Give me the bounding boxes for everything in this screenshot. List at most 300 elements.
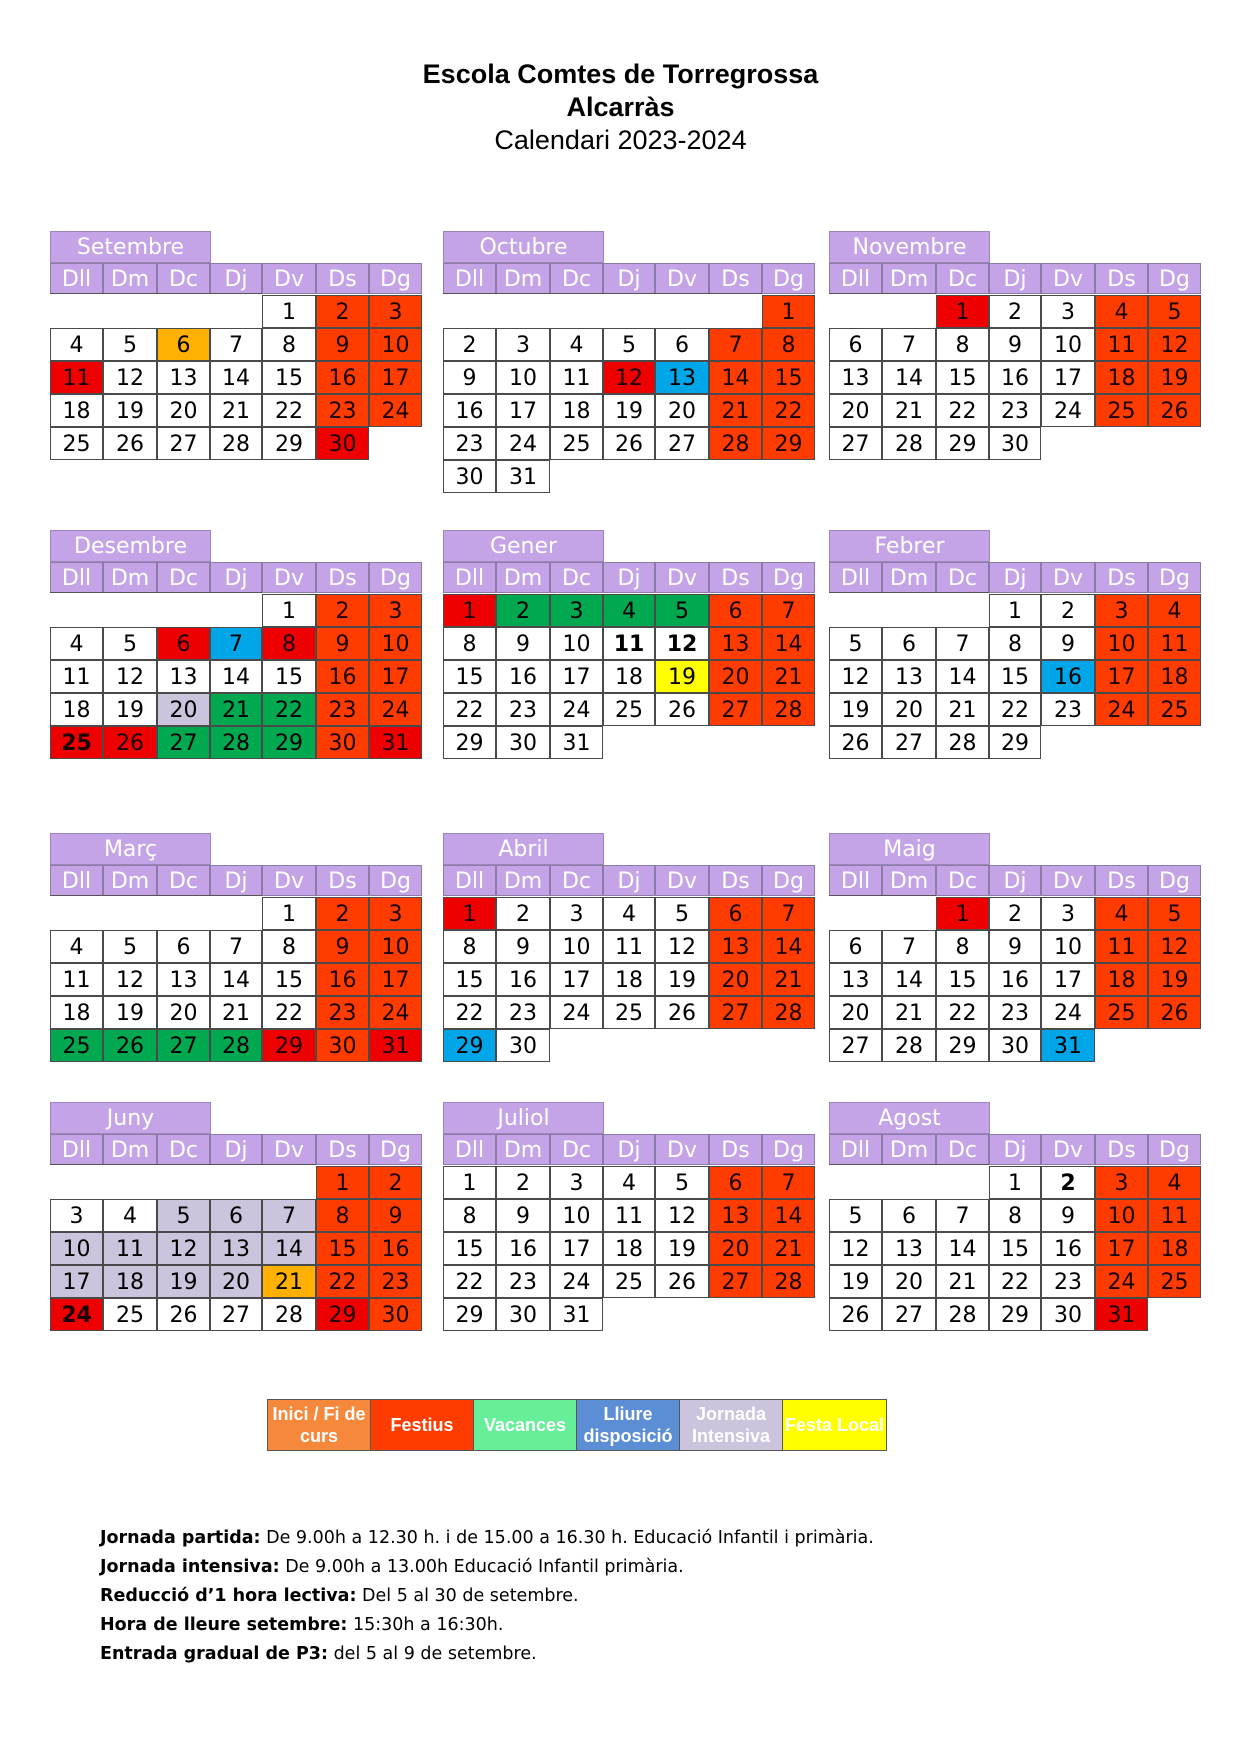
day-cell: 15 [262,963,316,996]
day-cell: 27 [210,1298,262,1331]
day-cell: 18 [50,996,103,1029]
day-cell: 19 [829,1265,882,1298]
day-cell: 10 [1095,627,1148,660]
weekday-header: Dg [1148,865,1201,896]
day-cell: 11 [550,361,603,394]
day-cell: 16 [496,1232,550,1265]
day-cell: 20 [882,1265,936,1298]
note-text: del 5 al 9 de setembre. [328,1644,537,1664]
day-cell: 23 [316,996,369,1029]
day-cell: 13 [882,660,936,693]
day-cell: 24 [1095,1265,1148,1298]
weekday-header: Dc [550,865,603,896]
day-cell: 1 [989,594,1041,627]
day-cell: 23 [369,1265,422,1298]
day-cell: 30 [369,1298,422,1331]
weekday-header: Dg [762,865,815,896]
day-cell: 16 [369,1232,422,1265]
weekday-header: Dg [369,865,422,896]
day-cell: 23 [989,996,1041,1029]
day-cell: 24 [369,394,422,427]
day-cell: 19 [103,394,157,427]
day-cell: 5 [655,594,709,627]
legend [267,1399,887,1451]
weekday-header: Dm [496,1134,550,1165]
legend-item: Festius [371,1400,474,1450]
weekday-header: Dll [443,562,496,593]
weekday-header: Ds [709,562,762,593]
weekday-header: Dv [655,865,709,896]
month-name: Setembre [50,231,211,263]
day-cell: 27 [709,693,762,726]
day-cell: 15 [936,963,989,996]
weekday-header: Dv [262,1134,316,1165]
day-cell: 18 [50,394,103,427]
day-cell: 20 [882,693,936,726]
day-cell: 21 [882,394,936,427]
day-cell: 8 [989,627,1041,660]
day-cell: 29 [936,1029,989,1062]
weekday-header: Dv [262,865,316,896]
weekday-header: Dll [829,562,882,593]
day-cell: 21 [762,1232,815,1265]
weekday-header: Dg [369,562,422,593]
day-cell: 29 [316,1298,369,1331]
day-cell: 26 [103,726,157,759]
day-cell: 16 [1041,660,1095,693]
day-cell: 30 [316,1029,369,1062]
day-cell: 14 [210,963,262,996]
day-cell: 10 [50,1232,103,1265]
day-cell: 17 [1041,361,1095,394]
weekday-header: Dc [157,1134,210,1165]
note-line [100,1524,874,1553]
day-cell: 17 [550,963,603,996]
day-cell: 28 [210,726,262,759]
month-name: Febrer [829,530,990,562]
day-cell: 10 [496,361,550,394]
day-cell: 9 [496,1199,550,1232]
day-cell: 16 [316,361,369,394]
day-cell: 21 [882,996,936,1029]
day-cell: 1 [316,1166,369,1199]
day-cell: 31 [1095,1298,1148,1331]
day-cell: 13 [709,627,762,660]
day-cell: 16 [989,361,1041,394]
day-cell: 24 [550,996,603,1029]
day-cell: 25 [603,693,655,726]
weekday-header: Dm [496,263,550,294]
header-divider [50,1164,316,1165]
day-cell: 8 [262,627,316,660]
day-cell: 2 [1041,594,1095,627]
weekday-header: Dv [655,562,709,593]
day-cell: 11 [50,660,103,693]
day-cell: 24 [496,427,550,460]
day-cell: 7 [709,328,762,361]
day-cell: 19 [1148,963,1201,996]
note-line [100,1611,874,1640]
day-cell: 22 [262,693,316,726]
day-cell: 31 [369,1029,422,1062]
day-cell: 13 [829,361,882,394]
day-cell: 10 [550,930,603,963]
note-label: Hora de lleure setembre: [100,1615,348,1635]
day-cell: 16 [443,394,496,427]
weekday-header: Ds [316,1134,369,1165]
day-cell: 1 [762,295,815,328]
weekday-header: Dg [1148,562,1201,593]
day-cell: 19 [157,1265,210,1298]
day-cell: 21 [762,660,815,693]
month-name: Juliol [443,1102,604,1134]
day-cell: 15 [936,361,989,394]
day-cell: 18 [603,660,655,693]
day-cell: 13 [709,930,762,963]
day-cell: 23 [989,394,1041,427]
day-cell: 5 [103,328,157,361]
day-cell: 19 [655,660,709,693]
day-cell: 5 [603,328,655,361]
day-cell: 25 [50,726,103,759]
day-cell: 30 [443,460,496,493]
day-cell: 13 [157,361,210,394]
weekday-header: Dm [496,562,550,593]
note-line [100,1553,874,1582]
town-name: Alcarràs [566,92,675,122]
day-cell: 26 [603,427,655,460]
day-cell: 7 [762,594,815,627]
day-cell: 26 [103,427,157,460]
day-cell: 26 [157,1298,210,1331]
day-cell: 23 [496,1265,550,1298]
day-cell: 4 [603,1166,655,1199]
day-cell: 7 [936,627,989,660]
day-cell: 18 [1148,660,1201,693]
day-cell: 7 [762,1166,815,1199]
day-cell: 6 [882,627,936,660]
day-cell: 14 [762,1199,815,1232]
weekday-header: Dm [882,1134,936,1165]
weekday-header: Ds [1095,1134,1148,1165]
day-cell: 20 [157,394,210,427]
weekday-header: Ds [1095,865,1148,896]
day-cell: 31 [1041,1029,1095,1062]
day-cell: 7 [210,328,262,361]
day-cell: 9 [989,328,1041,361]
day-cell: 21 [210,693,262,726]
day-cell: 1 [443,897,496,930]
day-cell: 22 [443,693,496,726]
day-cell: 8 [262,328,316,361]
day-cell: 16 [989,963,1041,996]
day-cell: 15 [989,660,1041,693]
weekday-header: Dc [936,263,989,294]
header-divider [829,293,936,294]
day-cell: 18 [603,963,655,996]
day-cell: 21 [210,394,262,427]
day-cell: 23 [443,427,496,460]
day-cell: 17 [369,963,422,996]
weekday-header: Dc [550,562,603,593]
day-cell: 3 [50,1199,103,1232]
weekday-header: Dj [210,1134,262,1165]
weekday-header: Dv [655,263,709,294]
day-cell: 7 [210,627,262,660]
weekday-header: Dj [989,263,1041,294]
day-cell: 30 [496,1298,550,1331]
day-cell: 4 [50,930,103,963]
day-cell: 17 [1041,963,1095,996]
header-divider [50,895,262,896]
day-cell: 25 [103,1298,157,1331]
day-cell: 4 [603,897,655,930]
month-name: Octubre [443,231,604,263]
weekday-header: Dg [762,1134,815,1165]
day-cell: 31 [550,726,603,759]
note-line [100,1582,874,1611]
day-cell: 17 [1095,660,1148,693]
weekday-header: Dll [829,263,882,294]
day-cell: 13 [882,1232,936,1265]
day-cell: 14 [262,1232,316,1265]
school-name: Escola Comtes de Torregrossa [422,59,819,89]
note-text: Del 5 al 30 de setembre. [356,1586,579,1606]
day-cell: 13 [655,361,709,394]
day-cell: 8 [989,1199,1041,1232]
day-cell: 11 [603,930,655,963]
day-cell: 20 [157,996,210,1029]
weekday-header: Dm [882,562,936,593]
day-cell: 28 [262,1298,316,1331]
day-cell: 27 [829,427,882,460]
weekday-header: Dll [50,1134,103,1165]
day-cell: 5 [655,897,709,930]
day-cell: 30 [989,427,1041,460]
day-cell: 25 [50,1029,103,1062]
day-cell: 21 [936,1265,989,1298]
weekday-header: Dll [443,865,496,896]
day-cell: 6 [210,1199,262,1232]
day-cell: 12 [103,361,157,394]
day-cell: 27 [709,996,762,1029]
day-cell: 1 [936,897,989,930]
weekday-header: Dv [1041,865,1095,896]
day-cell: 4 [550,328,603,361]
day-cell: 28 [762,1265,815,1298]
month-name: Desembre [50,530,211,562]
day-cell: 27 [882,726,936,759]
header-divider [443,293,762,294]
day-cell: 12 [829,660,882,693]
day-cell: 12 [655,627,709,660]
day-cell: 13 [709,1199,762,1232]
day-cell: 2 [443,328,496,361]
day-cell: 24 [1041,996,1095,1029]
day-cell: 5 [655,1166,709,1199]
day-cell: 9 [316,328,369,361]
document-header [0,58,1241,157]
day-cell: 29 [443,1298,496,1331]
weekday-header: Dj [603,263,655,294]
day-cell: 19 [655,1232,709,1265]
day-cell: 25 [1095,996,1148,1029]
day-cell: 2 [496,594,550,627]
day-cell: 11 [1095,930,1148,963]
day-cell: 20 [829,394,882,427]
weekday-header: Dc [550,1134,603,1165]
day-cell: 3 [369,897,422,930]
day-cell: 11 [1095,328,1148,361]
day-cell: 7 [262,1199,316,1232]
day-cell: 6 [829,328,882,361]
day-cell: 6 [709,594,762,627]
day-cell: 13 [210,1232,262,1265]
day-cell: 25 [550,427,603,460]
day-cell: 3 [550,897,603,930]
day-cell: 2 [1041,1166,1095,1199]
weekday-header: Dll [443,1134,496,1165]
legend-item: Jornada Intensiva [680,1400,783,1450]
day-cell: 3 [550,1166,603,1199]
day-cell: 7 [882,930,936,963]
day-cell: 25 [603,1265,655,1298]
day-cell: 12 [103,963,157,996]
day-cell: 10 [1041,328,1095,361]
day-cell: 15 [989,1232,1041,1265]
day-cell: 17 [550,1232,603,1265]
day-cell: 1 [262,594,316,627]
day-cell: 11 [50,963,103,996]
day-cell: 12 [655,1199,709,1232]
day-cell: 16 [316,660,369,693]
day-cell: 28 [762,996,815,1029]
day-cell: 11 [103,1232,157,1265]
day-cell: 5 [103,627,157,660]
day-cell: 21 [210,996,262,1029]
day-cell: 14 [210,361,262,394]
day-cell: 9 [496,930,550,963]
weekday-header: Ds [709,1134,762,1165]
day-cell: 28 [882,1029,936,1062]
day-cell: 6 [655,328,709,361]
note-label: Jornada partida: [100,1528,261,1548]
day-cell: 30 [316,726,369,759]
day-cell: 17 [50,1265,103,1298]
day-cell: 16 [496,963,550,996]
legend-item: Inici / Fi de curs [268,1400,371,1450]
day-cell: 10 [1041,930,1095,963]
day-cell: 31 [369,726,422,759]
day-cell: 7 [936,1199,989,1232]
day-cell: 28 [210,1029,262,1062]
day-cell: 29 [262,726,316,759]
day-cell: 18 [1148,1232,1201,1265]
day-cell: 29 [443,726,496,759]
day-cell: 10 [369,930,422,963]
day-cell: 29 [762,427,815,460]
day-cell: 29 [262,427,316,460]
day-cell: 13 [157,660,210,693]
day-cell: 27 [157,427,210,460]
day-cell: 26 [655,1265,709,1298]
weekday-header: Dll [829,1134,882,1165]
day-cell: 14 [210,660,262,693]
day-cell: 25 [1095,394,1148,427]
weekday-header: Dll [443,263,496,294]
day-cell: 29 [262,1029,316,1062]
day-cell: 17 [496,394,550,427]
day-cell: 26 [829,1298,882,1331]
header-divider [50,293,262,294]
day-cell: 27 [157,1029,210,1062]
day-cell: 5 [157,1199,210,1232]
day-cell: 23 [316,394,369,427]
weekday-header: Dm [103,263,157,294]
day-cell: 20 [655,394,709,427]
day-cell: 21 [262,1265,316,1298]
day-cell: 26 [655,996,709,1029]
day-cell: 8 [936,328,989,361]
day-cell: 25 [50,427,103,460]
day-cell: 21 [762,963,815,996]
day-cell: 22 [316,1265,369,1298]
weekday-header: Dll [50,865,103,896]
day-cell: 17 [1095,1232,1148,1265]
day-cell: 15 [262,361,316,394]
day-cell: 2 [989,295,1041,328]
weekday-header: Dg [1148,1134,1201,1165]
day-cell: 12 [1148,328,1201,361]
weekday-header: Dll [829,865,882,896]
weekday-header: Dc [936,1134,989,1165]
day-cell: 9 [443,361,496,394]
day-cell: 3 [1041,295,1095,328]
day-cell: 30 [1041,1298,1095,1331]
day-cell: 14 [936,660,989,693]
day-cell: 16 [1041,1232,1095,1265]
day-cell: 24 [50,1298,103,1331]
day-cell: 14 [936,1232,989,1265]
day-cell: 28 [709,427,762,460]
day-cell: 11 [1148,1199,1201,1232]
day-cell: 10 [369,328,422,361]
day-cell: 10 [369,627,422,660]
weekday-header: Dg [762,263,815,294]
day-cell: 19 [103,693,157,726]
day-cell: 3 [550,594,603,627]
day-cell: 16 [316,963,369,996]
day-cell: 25 [1148,693,1201,726]
day-cell: 25 [1148,1265,1201,1298]
day-cell: 4 [103,1199,157,1232]
day-cell: 2 [369,1166,422,1199]
note-label: Entrada gradual de P3: [100,1644,328,1664]
day-cell: 8 [443,930,496,963]
day-cell: 27 [709,1265,762,1298]
month-name: Novembre [829,231,990,263]
weekday-header: Dv [1041,562,1095,593]
day-cell: 7 [210,930,262,963]
day-cell: 2 [316,897,369,930]
weekday-header: Ds [709,865,762,896]
header-divider [829,592,989,593]
day-cell: 15 [316,1232,369,1265]
note-label: Reducció d’1 hora lectiva: [100,1586,357,1606]
weekday-header: Dv [655,1134,709,1165]
day-cell: 16 [496,660,550,693]
weekday-header: Dm [103,1134,157,1165]
